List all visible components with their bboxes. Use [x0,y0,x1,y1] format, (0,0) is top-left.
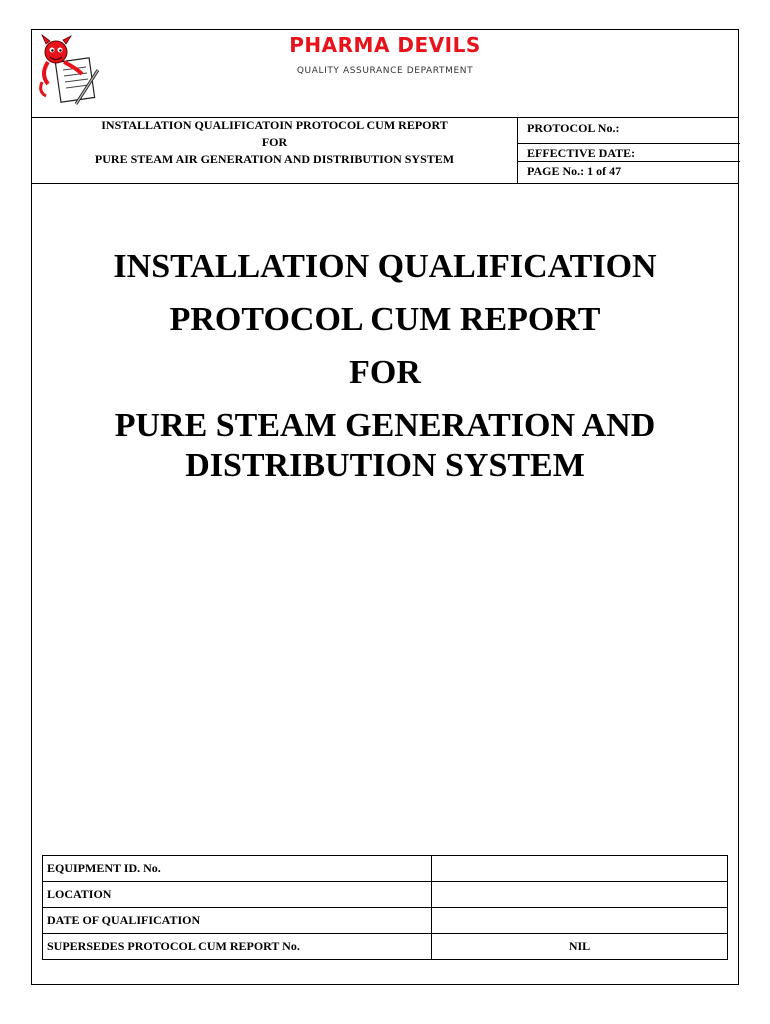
row-label: LOCATION [43,882,432,908]
document-header [32,117,738,184]
header-title-block [32,117,518,183]
row-label: EQUIPMENT ID. No. [43,856,432,882]
table-row [43,856,728,882]
department-name: QUALITY ASSURANCE DEPARTMENT [296,66,474,76]
logo-band [32,30,738,118]
effective-date: EFFECTIVE DATE: [518,143,740,161]
title-line: PROTOCOL CUM REPORT [169,301,601,338]
row-value[interactable] [432,882,728,908]
title-line: FOR [349,354,421,391]
row-value[interactable]: NIL [432,934,728,960]
header-title-line: FOR [261,135,288,149]
row-label: SUPERSEDES PROTOCOL CUM REPORT No. [43,934,432,960]
title-line: DISTRIBUTION SYSTEM [185,447,585,484]
main-title [32,240,738,492]
header-meta-block [518,117,740,183]
row-value[interactable] [432,908,728,934]
document-page [31,29,739,985]
protocol-number: PROTOCOL No.: [527,121,620,135]
header-title-line: INSTALLATION QUALIFICATOIN PROTOCOL CUM REPORT [101,118,448,132]
row-label: DATE OF QUALIFICATION [43,908,432,934]
brand-name: PHARMA DEVILS [289,33,481,57]
table-row [43,882,728,908]
table-row [43,908,728,934]
title-line: INSTALLATION QUALIFICATION [113,248,657,285]
equipment-info-table [42,855,728,960]
title-line: PURE STEAM GENERATION AND [114,407,656,444]
table-row [43,934,728,960]
header-title-line: PURE STEAM AIR GENERATION AND DISTRIBUTION SYSTEM [94,152,455,166]
row-value[interactable] [432,856,728,882]
page-number: PAGE No.: 1 of 47 [518,161,740,179]
